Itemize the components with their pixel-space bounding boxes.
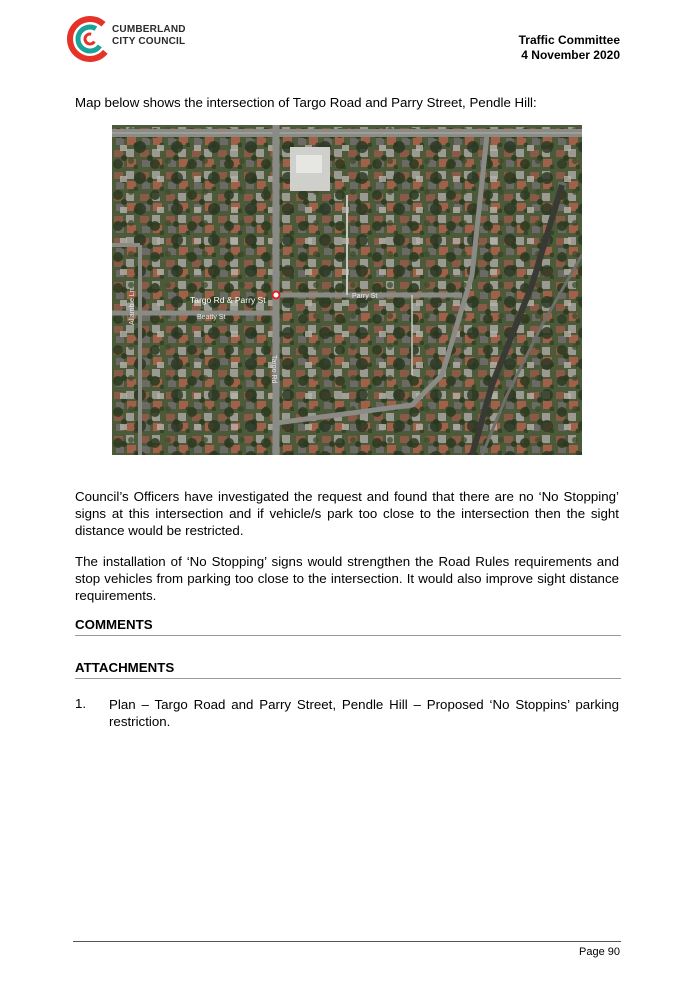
- body-paragraph-1: Council’s Officers have investigated the request and found that there are no ‘No Stopping’ signs at this intersection and if vehicle/s park too close to the intersection then the sight distance would be restricted.: [75, 489, 619, 538]
- meeting-date: 4 November 2020: [521, 48, 620, 62]
- footer-divider: [73, 941, 621, 942]
- attachment-item: Plan – Targo Road and Parry Street, Pendle Hill – Proposed ‘No Stoppins’ parking restriction.: [109, 697, 619, 729]
- location-marker-icon: [273, 292, 280, 299]
- map-street-label-parry: Parry St: [352, 293, 378, 300]
- logo-line-1: CUMBERLAND: [112, 24, 186, 35]
- comments-heading: COMMENTS: [75, 617, 621, 636]
- logo-line-2: CITY COUNCIL: [112, 36, 186, 47]
- attachment-number: 1.: [75, 696, 87, 711]
- cumberland-logo-icon: [66, 12, 114, 66]
- aerial-map: [112, 125, 582, 455]
- attachments-heading: ATTACHMENTS: [75, 660, 621, 679]
- logo-wordmark: [112, 24, 186, 48]
- map-street-label-beatty: Beatty St: [197, 314, 226, 321]
- committee-name: Traffic Committee: [518, 33, 620, 47]
- page-number: Page 90: [579, 946, 620, 958]
- map-street-label-allambie: Allambie Ln: [129, 288, 136, 325]
- body-paragraph-2: The installation of ‘No Stopping’ signs would strengthen the Road Rules requirements and stop vehicles from parking too close to the intersection. It would also improve sight distance requirements.: [75, 554, 619, 603]
- intro-text: Map below shows the intersection of Targo Road and Parry Street, Pendle Hill:: [75, 95, 537, 110]
- map-street-label-targo: Targo Rd: [270, 355, 277, 384]
- document-header: [519, 33, 620, 63]
- map-marker-label: Targo Rd & Parry St: [190, 295, 266, 305]
